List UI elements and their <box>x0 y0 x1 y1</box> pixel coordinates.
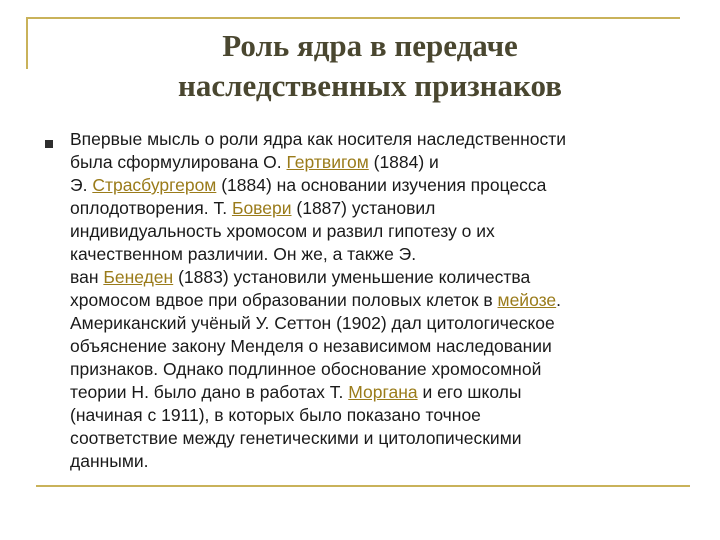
bullet-square-icon <box>45 140 53 148</box>
link-strasburger[interactable]: Страсбургером <box>92 175 217 195</box>
body-line: признаков. Однако подлинное обоснование хромосомной <box>70 359 542 379</box>
body-line: оплодотворения. Т. Бовери (1887) установил <box>70 198 436 218</box>
frame-top-line <box>26 17 680 19</box>
body-line: данными. <box>70 451 149 471</box>
link-boveri[interactable]: Бовери <box>231 198 292 218</box>
link-morgan[interactable]: Моргана <box>348 382 418 402</box>
body-line: ван Бенеден (1883) установили уменьшение количества <box>70 267 531 287</box>
body-line: была сформулирована О. Гертвигом (1884) и <box>70 152 439 172</box>
body-line: объяснение закону Менделя о независимом наследовании <box>70 336 552 356</box>
link-beneden[interactable]: Бенеден <box>103 267 174 287</box>
body-line: Американский учёный У. Сеттон (1902) дал цитологическое <box>70 313 555 333</box>
body-line: хромосом вдвое при образовании половых клеток в мейозе. <box>70 290 562 310</box>
body-line: Впервые мысль о роли ядра как носителя наследственности <box>70 129 567 149</box>
body-line: индивидуальность хромосом и развил гипотезу о их <box>70 221 495 241</box>
body-line: Э. Страсбургером (1884) на основании изучения процесса <box>70 175 547 195</box>
body-line: соответствие между генетическими и цитолопическими <box>70 428 522 448</box>
frame-left-line <box>26 17 28 69</box>
body-line: (начиная с 1911), в которых было показано точное <box>70 405 481 425</box>
link-meioze[interactable]: мейозе <box>497 290 557 310</box>
title-line-1: Роль ядра в передаче <box>222 28 518 63</box>
body-line: теории Н. было дано в работах Т. Моргана и его школы <box>70 382 522 402</box>
frame-bottom-line <box>36 485 690 487</box>
slide-title <box>40 26 700 106</box>
link-gertwig[interactable]: Гертвигом <box>286 152 369 172</box>
title-line-2: наследственных признаков <box>178 68 562 103</box>
body-line: качественном различии. Он же, а также Э. <box>70 244 417 264</box>
body-paragraph <box>70 128 700 473</box>
